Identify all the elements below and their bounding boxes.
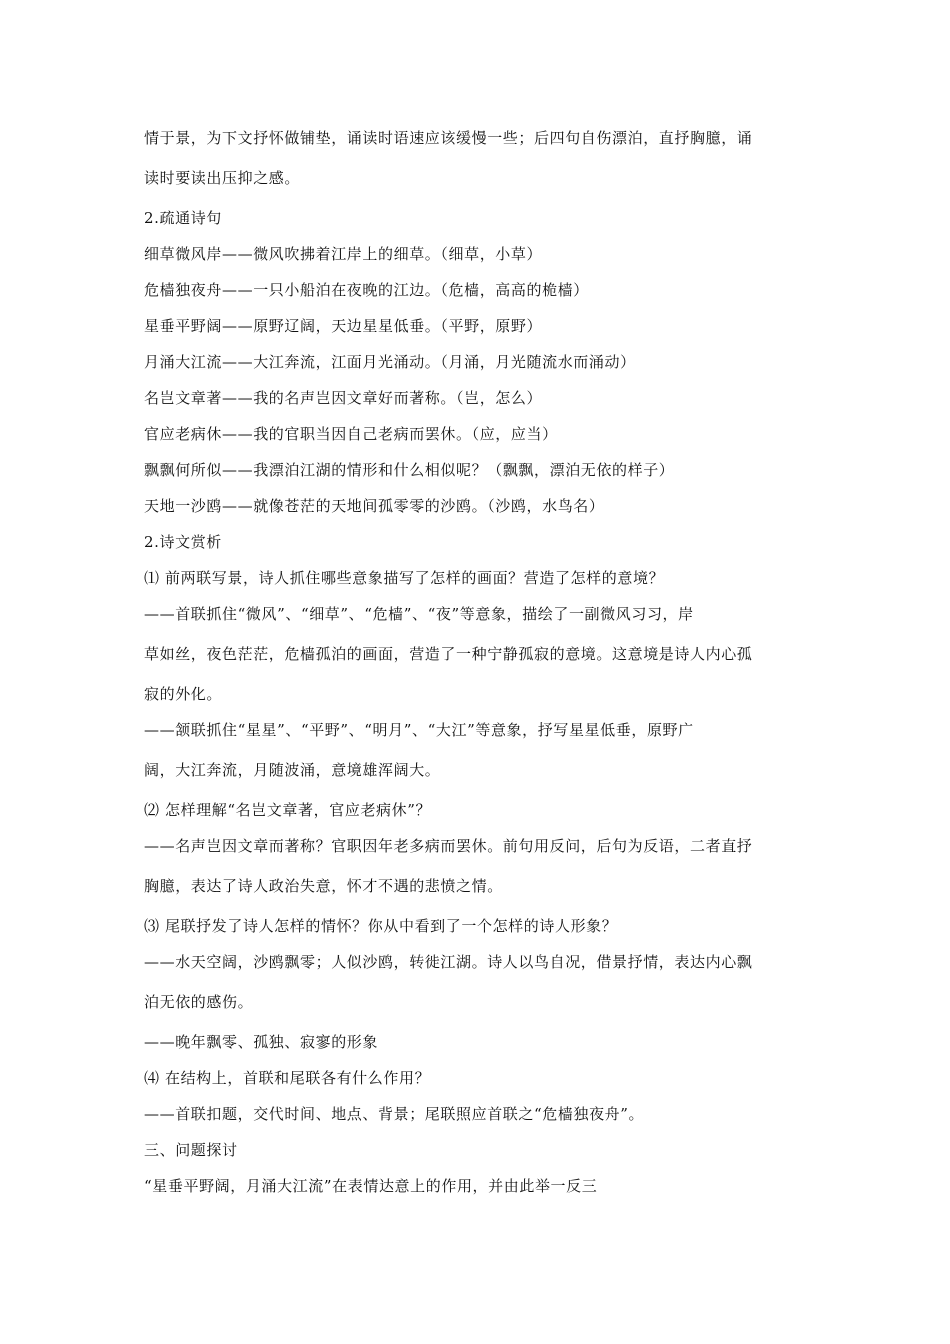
question-line: ⑵ 怎样理解“名岂文章著，官应老病休”？ [144,801,432,819]
answer-line: ——颔联抓住“星星”、“平野”、“明月”、“大江”等意象，抒写星星低垂，原野广 [144,721,694,739]
answer-line: 阔，大江奔流，月随波涌，意境雄浑阔大。 [144,761,441,779]
question-line: ⑴ 前两联写景，诗人抓住哪些意象描写了怎样的画面？营造了怎样的意境？ [144,569,665,587]
answer-line: ——名声岂因文章而著称？官职因年老多病而罢休。前句用反问，后句为反语，二者直抒 [144,837,753,855]
answer-line: 胸臆，表达了诗人政治失意，怀才不遇的悲愤之情。 [144,877,503,895]
answer-line: ——水天空阔，沙鸥飘零；人似沙鸥，转徙江湖。诗人以鸟自况，借景抒情，表达内心飘 [144,953,753,971]
text-line: 官应老病休——我的官职当因自己老病而罢休。（应，应当） [144,425,558,443]
text-line: 飘飘何所似——我漂泊江湖的情形和什么相似呢？（飘飘，漂泊无依的样子） [144,461,675,479]
answer-line: 草如丝，夜色茫茫，危樯孤泊的画面，营造了一种宁静孤寂的意境。这意境是诗人内心孤 [144,645,753,663]
answer-line: ——晚年飘零、孤独、寂寥的形象 [144,1033,379,1051]
section-heading: 2.疏通诗句 [144,209,222,227]
text-line: 情于景，为下文抒怀做铺垫，诵读时语速应该缓慢一些；后四句自伤漂泊，直抒胸臆，诵 [144,129,753,147]
question-line: ⑶ 尾联抒发了诗人怎样的情怀？你从中看到了一个怎样的诗人形象？ [144,917,618,935]
answer-line: ——首联扣题，交代时间、地点、背景；尾联照应首联之“危樯独夜舟”。 [144,1105,645,1123]
text-line: 名岂文章著——我的名声岂因文章好而著称。（岂，怎么） [144,389,543,407]
document-body [144,122,808,1206]
text-line: 月涌大江流——大江奔流，江面月光涌动。（月涌，月光随流水而涌动） [144,353,636,371]
text-line: 天地一沙鸥——就像苍茫的天地间孤零零的沙鸥。（沙鸥，水鸟名） [144,497,605,515]
text-line: 星垂平野阔——原野辽阔，天边星星低垂。（平野，原野） [144,317,543,335]
answer-line: 泊无依的感伤。 [144,993,254,1011]
section-heading: 三、问题探讨 [144,1141,238,1159]
question-line: ⑷ 在结构上，首联和尾联各有什么作用？ [144,1069,431,1087]
text-line: 细草微风岸——微风吹拂着江岸上的细草。（细草，小草） [144,245,543,263]
answer-line: 寂的外化。 [144,685,223,703]
section-heading: 2.诗文赏析 [144,533,222,551]
text-line: 危樯独夜舟——一只小船泊在夜晚的江边。（危樯，高高的桅樯） [144,281,589,299]
text-line: “星垂平野阔，月涌大江流”在表情达意上的作用，并由此举一反三 [144,1177,598,1195]
text-line: 读时要读出压抑之感。 [144,169,301,187]
answer-line: ——首联抓住“微风”、“细草”、“危樯”、“夜”等意象，描绘了一副微风习习，岸 [144,605,694,623]
